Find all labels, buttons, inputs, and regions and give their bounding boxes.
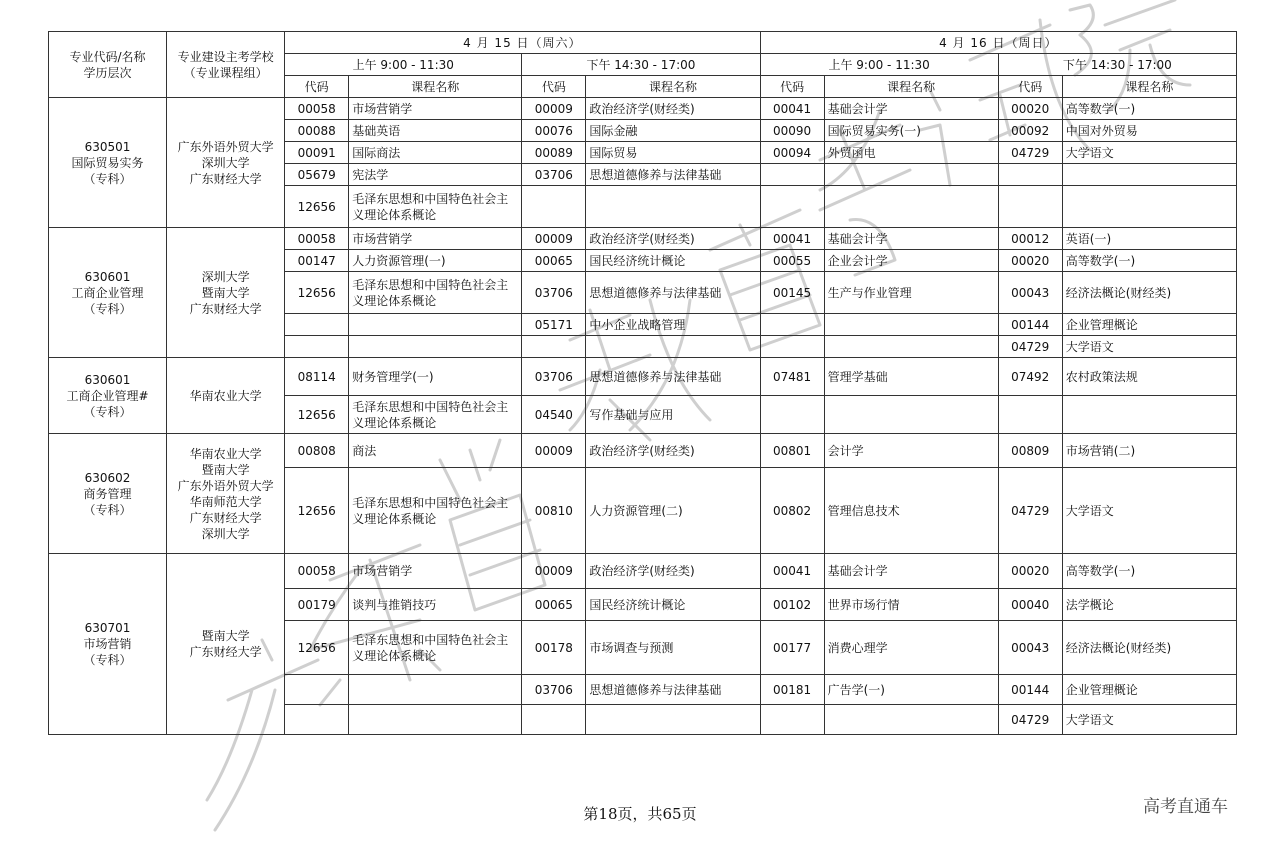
course-code: 05171 (522, 314, 586, 336)
header-course: 课程名称 (586, 76, 760, 98)
course-code: 00058 (285, 554, 349, 589)
course-code: 00091 (285, 142, 349, 164)
header-day1-pm: 下午 14:30 - 17:00 (522, 54, 760, 76)
course-code: 07481 (760, 358, 824, 396)
course-name: 大学语文 (1062, 705, 1236, 735)
course-code: 00041 (760, 554, 824, 589)
school-line: 暨南大学 (201, 462, 250, 477)
course-code: 00058 (285, 98, 349, 120)
course-name: 高等数学(一) (1062, 554, 1236, 589)
header-school-line2: （专业课程组） (183, 65, 268, 80)
course-code: 12656 (285, 396, 349, 434)
course-name: 企业会计学 (824, 250, 998, 272)
major-cell (49, 98, 167, 228)
header-day2-am: 上午 9:00 - 11:30 (760, 54, 998, 76)
major-line: 市场营销 (83, 637, 132, 651)
major-line: （专科） (83, 404, 132, 419)
course-code (760, 314, 824, 336)
course-code: 00020 (998, 250, 1062, 272)
header-code: 代码 (760, 76, 824, 98)
table-row (49, 358, 1237, 396)
course-code: 00009 (522, 434, 586, 468)
course-code: 04729 (998, 336, 1062, 358)
course-name: 法学概论 (1062, 589, 1236, 621)
course-code: 00065 (522, 589, 586, 621)
table-row (49, 434, 1237, 468)
course-name: 毛泽东思想和中国特色社会主义理论体系概论 (349, 272, 522, 314)
course-name: 生产与作业管理 (824, 272, 998, 314)
course-code: 00090 (760, 120, 824, 142)
course-name: 毛泽东思想和中国特色社会主义理论体系概论 (349, 468, 522, 554)
major-line: （专科） (83, 653, 132, 667)
course-name: 谈判与推销技巧 (349, 589, 522, 621)
course-code: 00055 (760, 250, 824, 272)
course-code (522, 336, 586, 358)
school-cell (167, 358, 285, 434)
school-line: 暨南大学 (201, 629, 250, 643)
course-name (586, 186, 760, 228)
course-name (349, 314, 522, 336)
table-row (49, 228, 1237, 250)
school-line: 华南农业大学 (189, 388, 262, 403)
header-course: 课程名称 (1062, 76, 1236, 98)
header-day1-am: 上午 9:00 - 11:30 (285, 54, 522, 76)
course-name: 国际贸易 (586, 142, 760, 164)
course-code: 00020 (998, 554, 1062, 589)
school-line: 广东财经大学 (189, 171, 262, 186)
school-line: 华南师范大学 (189, 494, 262, 509)
course-code: 00181 (760, 675, 824, 705)
course-name: 大学语文 (1062, 468, 1236, 554)
school-cell (167, 228, 285, 358)
header-course: 课程名称 (349, 76, 522, 98)
course-name (824, 336, 998, 358)
school-line: 深圳大学 (201, 155, 250, 170)
course-code (522, 186, 586, 228)
course-name: 广告学(一) (824, 675, 998, 705)
course-code (760, 705, 824, 735)
course-name (1062, 396, 1236, 434)
course-code: 03706 (522, 358, 586, 396)
course-code: 00043 (998, 272, 1062, 314)
course-code: 00009 (522, 98, 586, 120)
course-name: 基础会计学 (824, 228, 998, 250)
course-code (998, 164, 1062, 186)
course-code: 00058 (285, 228, 349, 250)
course-code (998, 396, 1062, 434)
major-cell (49, 434, 167, 554)
course-code: 00147 (285, 250, 349, 272)
course-code (285, 314, 349, 336)
course-code: 00809 (998, 434, 1062, 468)
course-code: 00041 (760, 98, 824, 120)
course-code: 12656 (285, 272, 349, 314)
course-name: 市场营销学 (349, 554, 522, 589)
major-line: 630602 (84, 470, 131, 485)
major-line: （专科） (83, 502, 132, 517)
course-code: 08114 (285, 358, 349, 396)
course-code (760, 336, 824, 358)
course-code (522, 705, 586, 735)
course-name: 政治经济学(财经类) (586, 98, 760, 120)
header-school-line1: 专业建设主考学校 (177, 49, 274, 64)
course-code: 03706 (522, 675, 586, 705)
course-code: 00088 (285, 120, 349, 142)
course-code: 00144 (998, 675, 1062, 705)
course-name: 市场营销学 (349, 228, 522, 250)
course-code: 00801 (760, 434, 824, 468)
course-name (586, 705, 760, 735)
course-name: 基础会计学 (824, 98, 998, 120)
school-line: 广东财经大学 (189, 645, 262, 659)
course-name: 毛泽东思想和中国特色社会主义理论体系概论 (349, 621, 522, 675)
course-code: 00144 (998, 314, 1062, 336)
school-line: 华南农业大学 (189, 446, 262, 461)
major-line: 国际贸易实务 (71, 155, 144, 170)
major-line: 630601 (84, 372, 131, 387)
course-name (1062, 186, 1236, 228)
course-name: 英语(一) (1062, 228, 1236, 250)
header-course: 课程名称 (824, 76, 998, 98)
course-code: 00810 (522, 468, 586, 554)
brand-label: 高考直通车 (1143, 797, 1228, 817)
page-number: 第18页，共65页 (583, 805, 697, 823)
course-name (824, 186, 998, 228)
header-day2: 4 月 16 日（周日） (760, 32, 1236, 54)
course-name (349, 675, 522, 705)
school-cell (167, 98, 285, 228)
course-code: 03706 (522, 164, 586, 186)
course-name: 经济法概论(财经类) (1062, 621, 1236, 675)
course-name: 会计学 (824, 434, 998, 468)
course-name: 基础会计学 (824, 554, 998, 589)
course-code: 00179 (285, 589, 349, 621)
header-school (167, 32, 285, 98)
major-line: 630601 (84, 269, 131, 284)
course-name: 国际贸易实务(一) (824, 120, 998, 142)
school-cell (167, 554, 285, 735)
course-code: 00009 (522, 228, 586, 250)
course-code (760, 396, 824, 434)
major-line: 工商企业管理 (71, 285, 144, 300)
header-major (49, 32, 167, 98)
header-day2-pm: 下午 14:30 - 17:00 (998, 54, 1236, 76)
course-name (824, 396, 998, 434)
table-row (49, 98, 1237, 120)
course-name: 国民经济统计概论 (586, 589, 760, 621)
course-name: 市场营销学 (349, 98, 522, 120)
course-code (998, 186, 1062, 228)
school-line: 暨南大学 (201, 285, 250, 300)
course-name: 企业管理概论 (1062, 314, 1236, 336)
course-name (349, 336, 522, 358)
school-line: 广东外语外贸大学 (177, 139, 274, 154)
course-name (824, 705, 998, 735)
course-code: 04729 (998, 705, 1062, 735)
course-name: 思想道德修养与法律基础 (586, 675, 760, 705)
course-name (349, 705, 522, 735)
course-name: 中国对外贸易 (1062, 120, 1236, 142)
course-code: 12656 (285, 186, 349, 228)
course-code: 00808 (285, 434, 349, 468)
course-code: 00040 (998, 589, 1062, 621)
course-code: 00076 (522, 120, 586, 142)
header-major-line2: 学历层次 (83, 65, 132, 80)
major-line: 630501 (84, 139, 131, 154)
header-day1: 4 月 15 日（周六） (285, 32, 760, 54)
course-name: 高等数学(一) (1062, 98, 1236, 120)
header-code: 代码 (522, 76, 586, 98)
course-code: 00020 (998, 98, 1062, 120)
course-name: 消费心理学 (824, 621, 998, 675)
course-name: 政治经济学(财经类) (586, 434, 760, 468)
course-code: 04729 (998, 142, 1062, 164)
school-line: 深圳大学 (201, 269, 250, 284)
course-code (760, 164, 824, 186)
course-name: 商法 (349, 434, 522, 468)
exam-schedule-table (48, 31, 1237, 735)
course-name: 毛泽东思想和中国特色社会主义理论体系概论 (349, 396, 522, 434)
course-name: 市场调查与预测 (586, 621, 760, 675)
course-name: 人力资源管理(一) (349, 250, 522, 272)
course-code: 00102 (760, 589, 824, 621)
course-name: 写作基础与应用 (586, 396, 760, 434)
major-cell (49, 554, 167, 735)
course-code: 05679 (285, 164, 349, 186)
school-cell (167, 434, 285, 554)
course-code (285, 675, 349, 705)
major-line: 630701 (84, 621, 131, 635)
school-line: 深圳大学 (201, 526, 250, 541)
course-name: 思想道德修养与法律基础 (586, 164, 760, 186)
course-name: 宪法学 (349, 164, 522, 186)
course-code: 00094 (760, 142, 824, 164)
course-code: 12656 (285, 468, 349, 554)
course-name: 农村政策法规 (1062, 358, 1236, 396)
course-name: 外贸函电 (824, 142, 998, 164)
major-cell (49, 228, 167, 358)
course-code: 00012 (998, 228, 1062, 250)
course-code: 00092 (998, 120, 1062, 142)
school-line: 广东财经大学 (189, 301, 262, 316)
course-name (824, 164, 998, 186)
course-code: 03706 (522, 272, 586, 314)
course-name: 国民经济统计概论 (586, 250, 760, 272)
course-code: 00009 (522, 554, 586, 589)
school-line: 广东外语外贸大学 (177, 478, 274, 493)
course-name: 思想道德修养与法律基础 (586, 272, 760, 314)
course-code: 00145 (760, 272, 824, 314)
course-name: 管理信息技术 (824, 468, 998, 554)
course-name: 政治经济学(财经类) (586, 554, 760, 589)
course-code (285, 336, 349, 358)
course-code: 00177 (760, 621, 824, 675)
header-code: 代码 (285, 76, 349, 98)
course-name: 国际商法 (349, 142, 522, 164)
header-code: 代码 (998, 76, 1062, 98)
course-name: 国际金融 (586, 120, 760, 142)
school-line: 广东财经大学 (189, 510, 262, 525)
major-line: 商务管理 (83, 486, 132, 501)
course-code: 04540 (522, 396, 586, 434)
course-name: 中小企业战略管理 (586, 314, 760, 336)
course-name: 企业管理概论 (1062, 675, 1236, 705)
course-code: 00802 (760, 468, 824, 554)
course-name (824, 314, 998, 336)
course-code: 00089 (522, 142, 586, 164)
course-code: 04729 (998, 468, 1062, 554)
course-name: 市场营销(二) (1062, 434, 1236, 468)
course-name: 世界市场行情 (824, 589, 998, 621)
course-name: 思想道德修养与法律基础 (586, 358, 760, 396)
course-code: 07492 (998, 358, 1062, 396)
course-code (285, 705, 349, 735)
major-line: （专科） (83, 171, 132, 186)
course-code (760, 186, 824, 228)
course-name: 基础英语 (349, 120, 522, 142)
course-name: 毛泽东思想和中国特色社会主义理论体系概论 (349, 186, 522, 228)
course-name: 大学语文 (1062, 336, 1236, 358)
course-code: 00178 (522, 621, 586, 675)
course-name: 财务管理学(一) (349, 358, 522, 396)
course-name: 人力资源管理(二) (586, 468, 760, 554)
table-row (49, 554, 1237, 589)
course-name (586, 336, 760, 358)
course-name: 高等数学(一) (1062, 250, 1236, 272)
course-code: 00065 (522, 250, 586, 272)
schedule-body (49, 98, 1237, 735)
course-name (1062, 164, 1236, 186)
course-name: 政治经济学(财经类) (586, 228, 760, 250)
course-code: 00041 (760, 228, 824, 250)
major-cell (49, 358, 167, 434)
major-line: 工商企业管理# (66, 388, 149, 403)
course-code: 12656 (285, 621, 349, 675)
course-code: 00043 (998, 621, 1062, 675)
header-major-line1: 专业代码/名称 (69, 49, 146, 64)
course-name: 管理学基础 (824, 358, 998, 396)
course-name: 经济法概论(财经类) (1062, 272, 1236, 314)
course-name: 大学语文 (1062, 142, 1236, 164)
major-line: （专科） (83, 301, 132, 316)
